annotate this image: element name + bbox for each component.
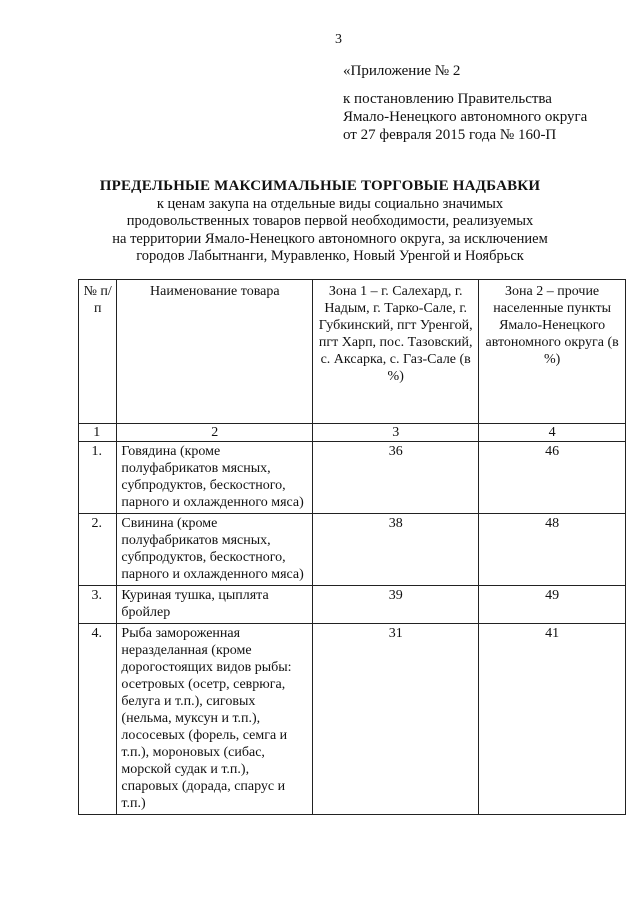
markup-table (78, 279, 626, 815)
zone2-markup: 48 (479, 514, 626, 586)
document-title: ПРЕДЕЛЬНЫЕ МАКСИМАЛЬНЫЕ ТОРГОВЫЕ НАДБАВКИ (99, 178, 541, 194)
zone1-markup: 39 (313, 586, 479, 624)
zone2-markup: 41 (479, 624, 626, 815)
zone2-markup: 46 (479, 442, 626, 514)
column-number: 2 (117, 424, 313, 442)
table-row (79, 586, 626, 624)
product-name: Говядина (кроме полуфабрикатов мясных, субпродуктов, бескостного, парного и охлажденного мяса) (117, 442, 313, 514)
heading-line-4: городов Лабытнанги, Муравленко, Новый Уренгой и Ноябрьск (136, 248, 524, 264)
header-name: Наименование товара (117, 280, 313, 424)
header-num: № п/п (79, 280, 117, 424)
product-name: Рыба замороженная неразделанная (кроме дорогостоящих видов рыбы: осетровых (осетр, севрюга, белуга и т.п.), сиговых (нельма, муксун и т.п.), лососевых (форель, семга и т.п.), мороновых (сибас, морской судак и т.п.), спаровых (дорада, спарус и т.п.) (117, 624, 313, 815)
zone1-markup: 36 (313, 442, 479, 514)
appendix-line-3: от 27 февраля 2015 года № 160-П (343, 127, 557, 143)
table-row (79, 442, 626, 514)
heading-line-3: на территории Ямало-Ненецкого автономного округа, за исключением (112, 230, 548, 247)
row-number: 3. (79, 586, 117, 624)
column-number-row (79, 424, 626, 442)
appendix-line-1: к постановлению Правительства (343, 91, 552, 107)
page-number: 3 (335, 32, 342, 47)
table-row (79, 514, 626, 586)
table-row (79, 624, 626, 815)
appendix-title: «Приложение № 2 (343, 63, 461, 79)
column-number: 4 (479, 424, 626, 442)
header-zone1: Зона 1 – г. Салехард, г. Надым, г. Тарко-Сале, г. Губкинский, пгт Уренгой, пгт Харп, пос. Тазовский, с. Аксарка, с. Газ-Сале (в %) (313, 280, 479, 424)
row-number: 1. (79, 442, 117, 514)
row-number: 2. (79, 514, 117, 586)
appendix-block (343, 62, 587, 144)
product-name: Свинина (кроме полуфабрикатов мясных, субпродуктов, бескостного, парного и охлажденного мяса) (117, 514, 313, 586)
product-name: Куриная тушка, цыплята бройлер (117, 586, 313, 624)
appendix-line-2: Ямало-Ненецкого автономного округа (343, 109, 588, 125)
zone1-markup: 31 (313, 624, 479, 815)
heading-line-1: к ценам закупа на отдельные виды социально значимых (156, 195, 504, 212)
header-zone2: Зона 2 – прочие населенные пункты Ямало-Ненецкого автономного округа (в %) (479, 280, 626, 424)
column-number: 1 (79, 424, 117, 442)
zone1-markup: 38 (313, 514, 479, 586)
row-number: 4. (79, 624, 117, 815)
table-header-row (79, 280, 626, 424)
column-number: 3 (313, 424, 479, 442)
heading-line-2: продовольственных товаров первой необходимости, реализуемых (126, 213, 534, 229)
zone2-markup: 49 (479, 586, 626, 624)
document-heading (0, 178, 640, 266)
